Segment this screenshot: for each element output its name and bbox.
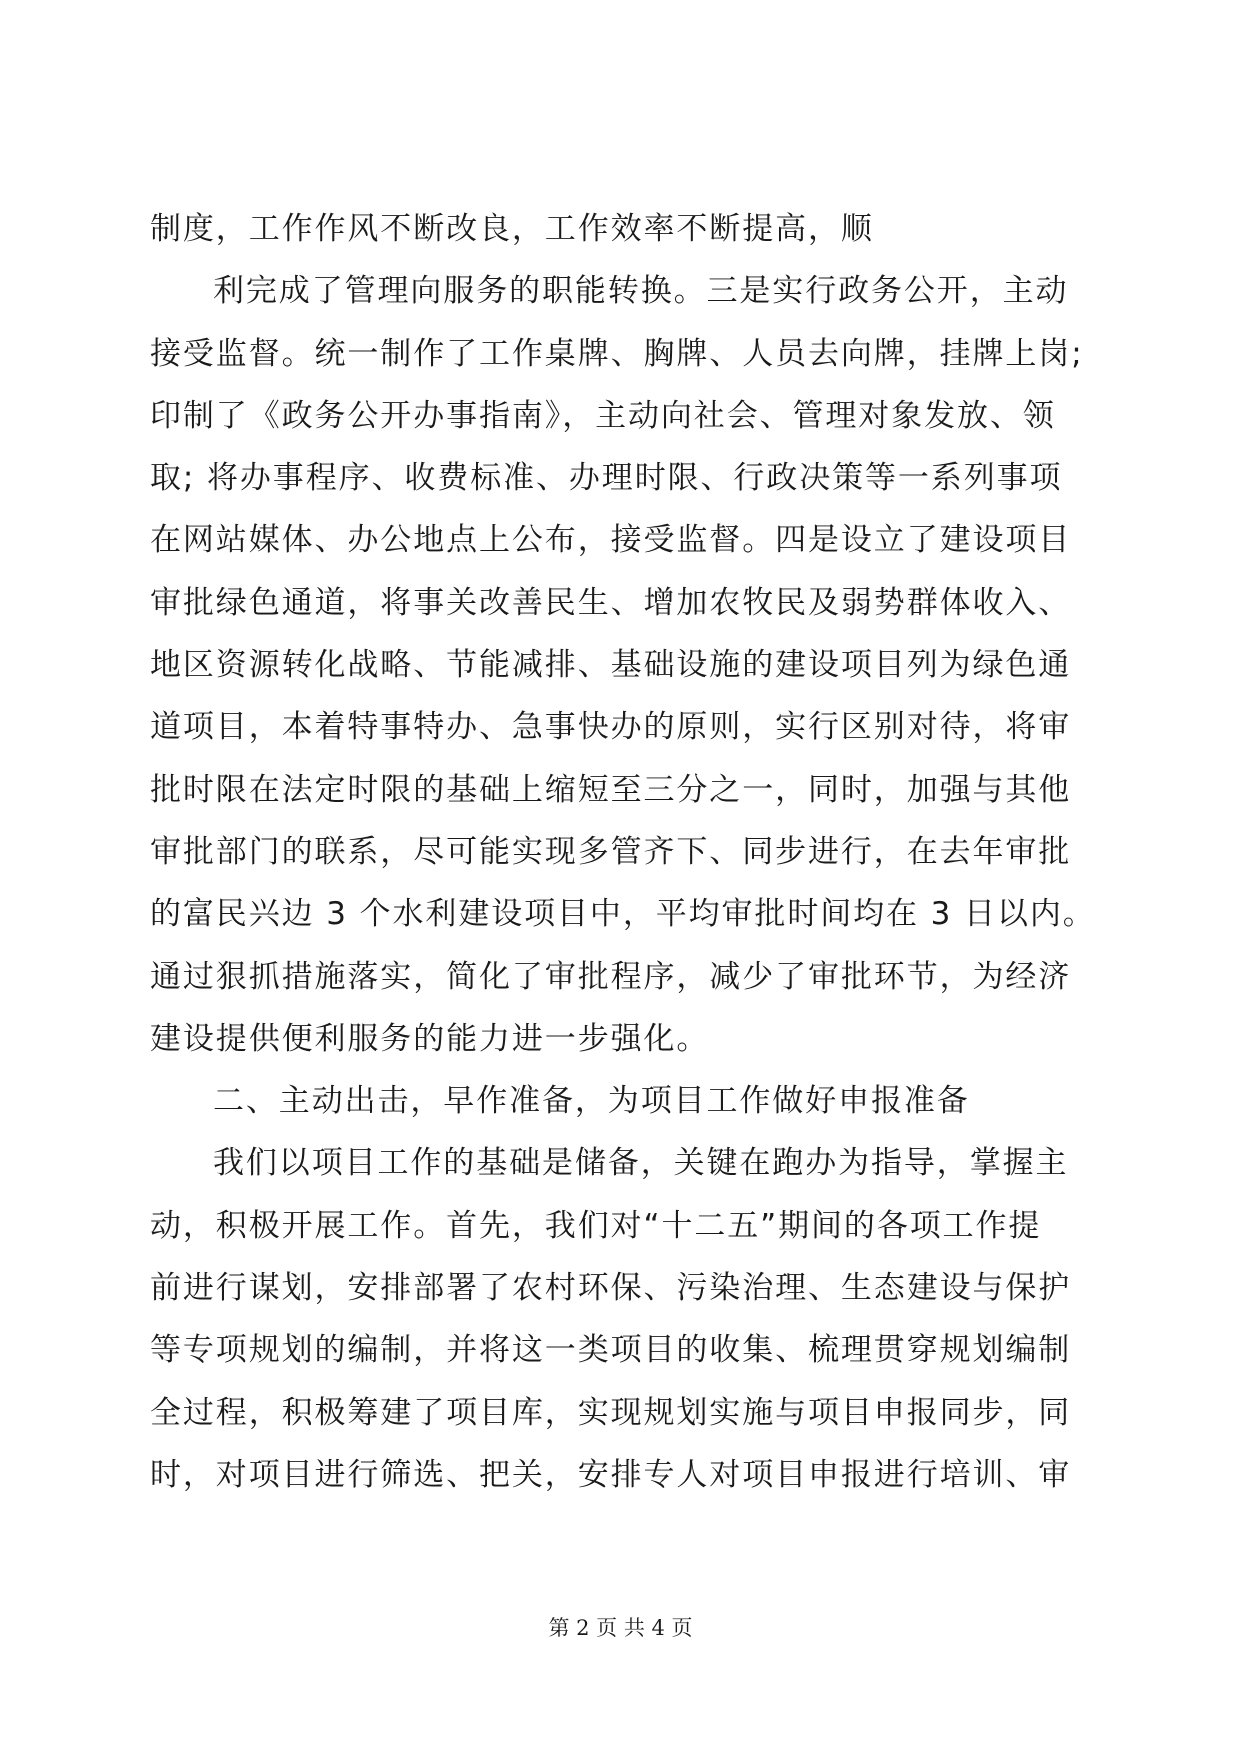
text-line: 全过程，积极筹建了项目库，实现规划实施与项目申报同步，同 [150,1394,1072,1431]
text-line: 审批绿色通道，将事关改善民生、增加农牧民及弱势群体收入、 [150,584,1072,621]
body-text [150,198,1096,1506]
text-line: 前进行谋划，安排部署了农村环保、污染治理、生态建设与保护 [150,1270,1072,1307]
text-line: 接受监督。统一制作了工作桌牌、胸牌、人员去向牌，挂牌上岗; [150,335,1084,372]
text-line: 的富民兴边 3 个水利建设项目中，平均审批时间均在 3 日以内。 [150,896,1096,933]
text-line: 通过狠抓措施落实，简化了审批程序，减少了审批环节，为经济 [150,958,1072,995]
text-line: 动，积极开展工作。首先，我们对“十二五”期间的各项工作提 [150,1207,1042,1244]
page-number-footer: 第 2 页 共 4 页 [548,1616,693,1640]
text-line: 时，对项目进行筛选、把关，安排专人对项目申报进行培训、审 [150,1456,1072,1493]
paragraph-line: 我们以项目工作的基础是储备，关键在跑办为指导，掌握主 [213,1145,1069,1182]
text-line: 制度，工作作风不断改良，工作效率不断提高，顺 [150,211,874,247]
text-line: 取; 将办事程序、收费标准、办理时限、行政决策等一系列事项 [150,460,1063,497]
text-line: 建设提供便利服务的能力进一步强化。 [150,1020,710,1057]
section-heading: 二、主动出击，早作准备，为项目工作做好申报准备 [213,1083,970,1120]
text-line: 审批部门的联系，尽可能实现多管齐下、同步进行，在去年审批 [150,833,1072,870]
text-line: 地区资源转化战略、节能减排、基础设施的建设项目列为绿色通 [150,647,1072,684]
text-line: 等专项规划的编制，并将这一类项目的收集、梳理贯穿规划编制 [150,1332,1072,1369]
text-line: 印制了《政务公开办事指南》，主动向社会、管理对象发放、领 [150,397,1056,434]
text-line: 道项目，本着特事特办、急事快办的原则，实行区别对待，将审 [150,709,1072,746]
text-line: 在网站媒体、办公地点上公布，接受监督。四是设立了建设项目 [150,522,1072,559]
text-line: 批时限在法定时限的基础上缩短至三分之一，同时，加强与其他 [150,771,1072,808]
paragraph-line: 利完成了管理向服务的职能转换。三是实行政务公开，主动 [213,273,1069,310]
